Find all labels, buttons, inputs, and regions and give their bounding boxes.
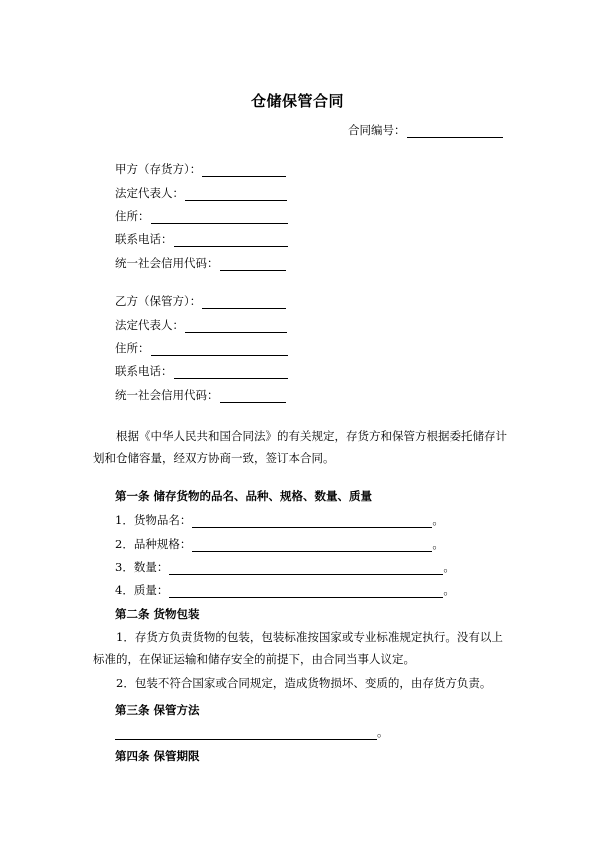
article-1-item-1	[115, 513, 444, 528]
item-blank[interactable]	[192, 539, 432, 552]
document-title: 仓储保管合同	[250, 92, 344, 110]
party-b-credit-blank[interactable]	[220, 390, 286, 403]
party-b-addr-label: 住所：	[115, 341, 150, 355]
article-2-number: 第二条	[115, 607, 150, 621]
article-4-title: 保管期限	[153, 749, 200, 763]
article-1-item-3	[115, 560, 455, 575]
party-a-name-label: 甲方（存货方）：	[115, 162, 202, 176]
party-a-phone-line	[115, 232, 288, 247]
party-a-credit-blank[interactable]	[220, 258, 286, 271]
party-b-rep-line	[115, 318, 287, 333]
party-b-credit-label: 统一社会信用代码：	[115, 388, 219, 402]
intro-paragraph: 根据《中华人民共和国合同法》的有关规定，存货方和保管方根据委托储存计划和仓储容量，经双方协商一致，签订本合同。	[93, 429, 507, 465]
party-b-addr-line	[115, 341, 288, 356]
article-2-paragraph-2: 2．包装不符合国家或合同规定，造成货物损坏、变质的，由存货方负责。	[116, 676, 492, 690]
party-b-credit-line	[115, 388, 286, 403]
party-a-addr-line	[115, 209, 288, 224]
item-blank[interactable]	[169, 562, 443, 575]
article-3-blank-line	[115, 725, 389, 740]
article-3-title: 保管方法	[153, 703, 200, 717]
article-2-heading	[115, 606, 200, 622]
contract-number-label: 合同编号：	[348, 123, 406, 137]
contract-number-line	[348, 123, 503, 138]
item-blank[interactable]	[192, 515, 432, 528]
party-a-credit-line	[115, 256, 286, 271]
item-end: 。	[443, 583, 455, 597]
party-a-name-blank[interactable]	[202, 164, 286, 177]
article-1-title: 储存货物的品名、品种、规格、数量、质量	[153, 489, 373, 503]
article-1-heading	[115, 488, 372, 504]
party-a-name-line	[115, 162, 286, 177]
article-1-number: 第一条	[115, 489, 150, 503]
party-b-rep-label: 法定代表人：	[115, 318, 184, 332]
party-a-phone-label: 联系电话：	[115, 232, 173, 246]
party-b-phone-blank[interactable]	[174, 366, 288, 379]
article-3-heading	[115, 702, 200, 718]
item-blank[interactable]	[169, 585, 443, 598]
item-label: 1．货物品名：	[115, 513, 192, 527]
party-b-name-label: 乙方（保管方）：	[115, 294, 202, 308]
item-label: 2．品种规格：	[115, 537, 192, 551]
party-b-phone-label: 联系电话：	[115, 364, 173, 378]
party-b-name-line	[115, 294, 286, 309]
party-a-rep-line	[115, 186, 287, 201]
item-end: 。	[432, 513, 444, 527]
item-label: 3．数量：	[115, 560, 169, 574]
party-b-rep-blank[interactable]	[185, 320, 287, 333]
party-a-rep-label: 法定代表人：	[115, 186, 184, 200]
article-3-blank[interactable]	[115, 727, 377, 740]
article-4-number: 第四条	[115, 749, 150, 763]
item-end: 。	[432, 537, 444, 551]
party-b-addr-blank[interactable]	[151, 343, 288, 356]
party-a-addr-label: 住所：	[115, 209, 150, 223]
article-2-title: 货物包装	[153, 607, 200, 621]
contract-number-blank[interactable]	[407, 125, 503, 138]
party-b-phone-line	[115, 364, 288, 379]
item-end: 。	[443, 560, 455, 574]
article-1-item-4	[115, 583, 455, 598]
party-b-name-blank[interactable]	[202, 296, 286, 309]
article-2-paragraph-1: 1．存货方负责货物的包装，包装标准按国家或专业标准规定执行。没有以上标准的，在保证运输和储存安全的前提下，由合同当事人议定。	[93, 630, 503, 666]
article-4-heading	[115, 748, 200, 764]
party-a-phone-blank[interactable]	[174, 234, 288, 247]
item-label: 4．质量：	[115, 583, 169, 597]
party-a-rep-blank[interactable]	[185, 188, 287, 201]
party-a-addr-blank[interactable]	[151, 211, 288, 224]
article-3-number: 第三条	[115, 703, 150, 717]
article-3-end: 。	[377, 725, 389, 739]
party-a-credit-label: 统一社会信用代码：	[115, 256, 219, 270]
article-1-item-2	[115, 537, 444, 552]
